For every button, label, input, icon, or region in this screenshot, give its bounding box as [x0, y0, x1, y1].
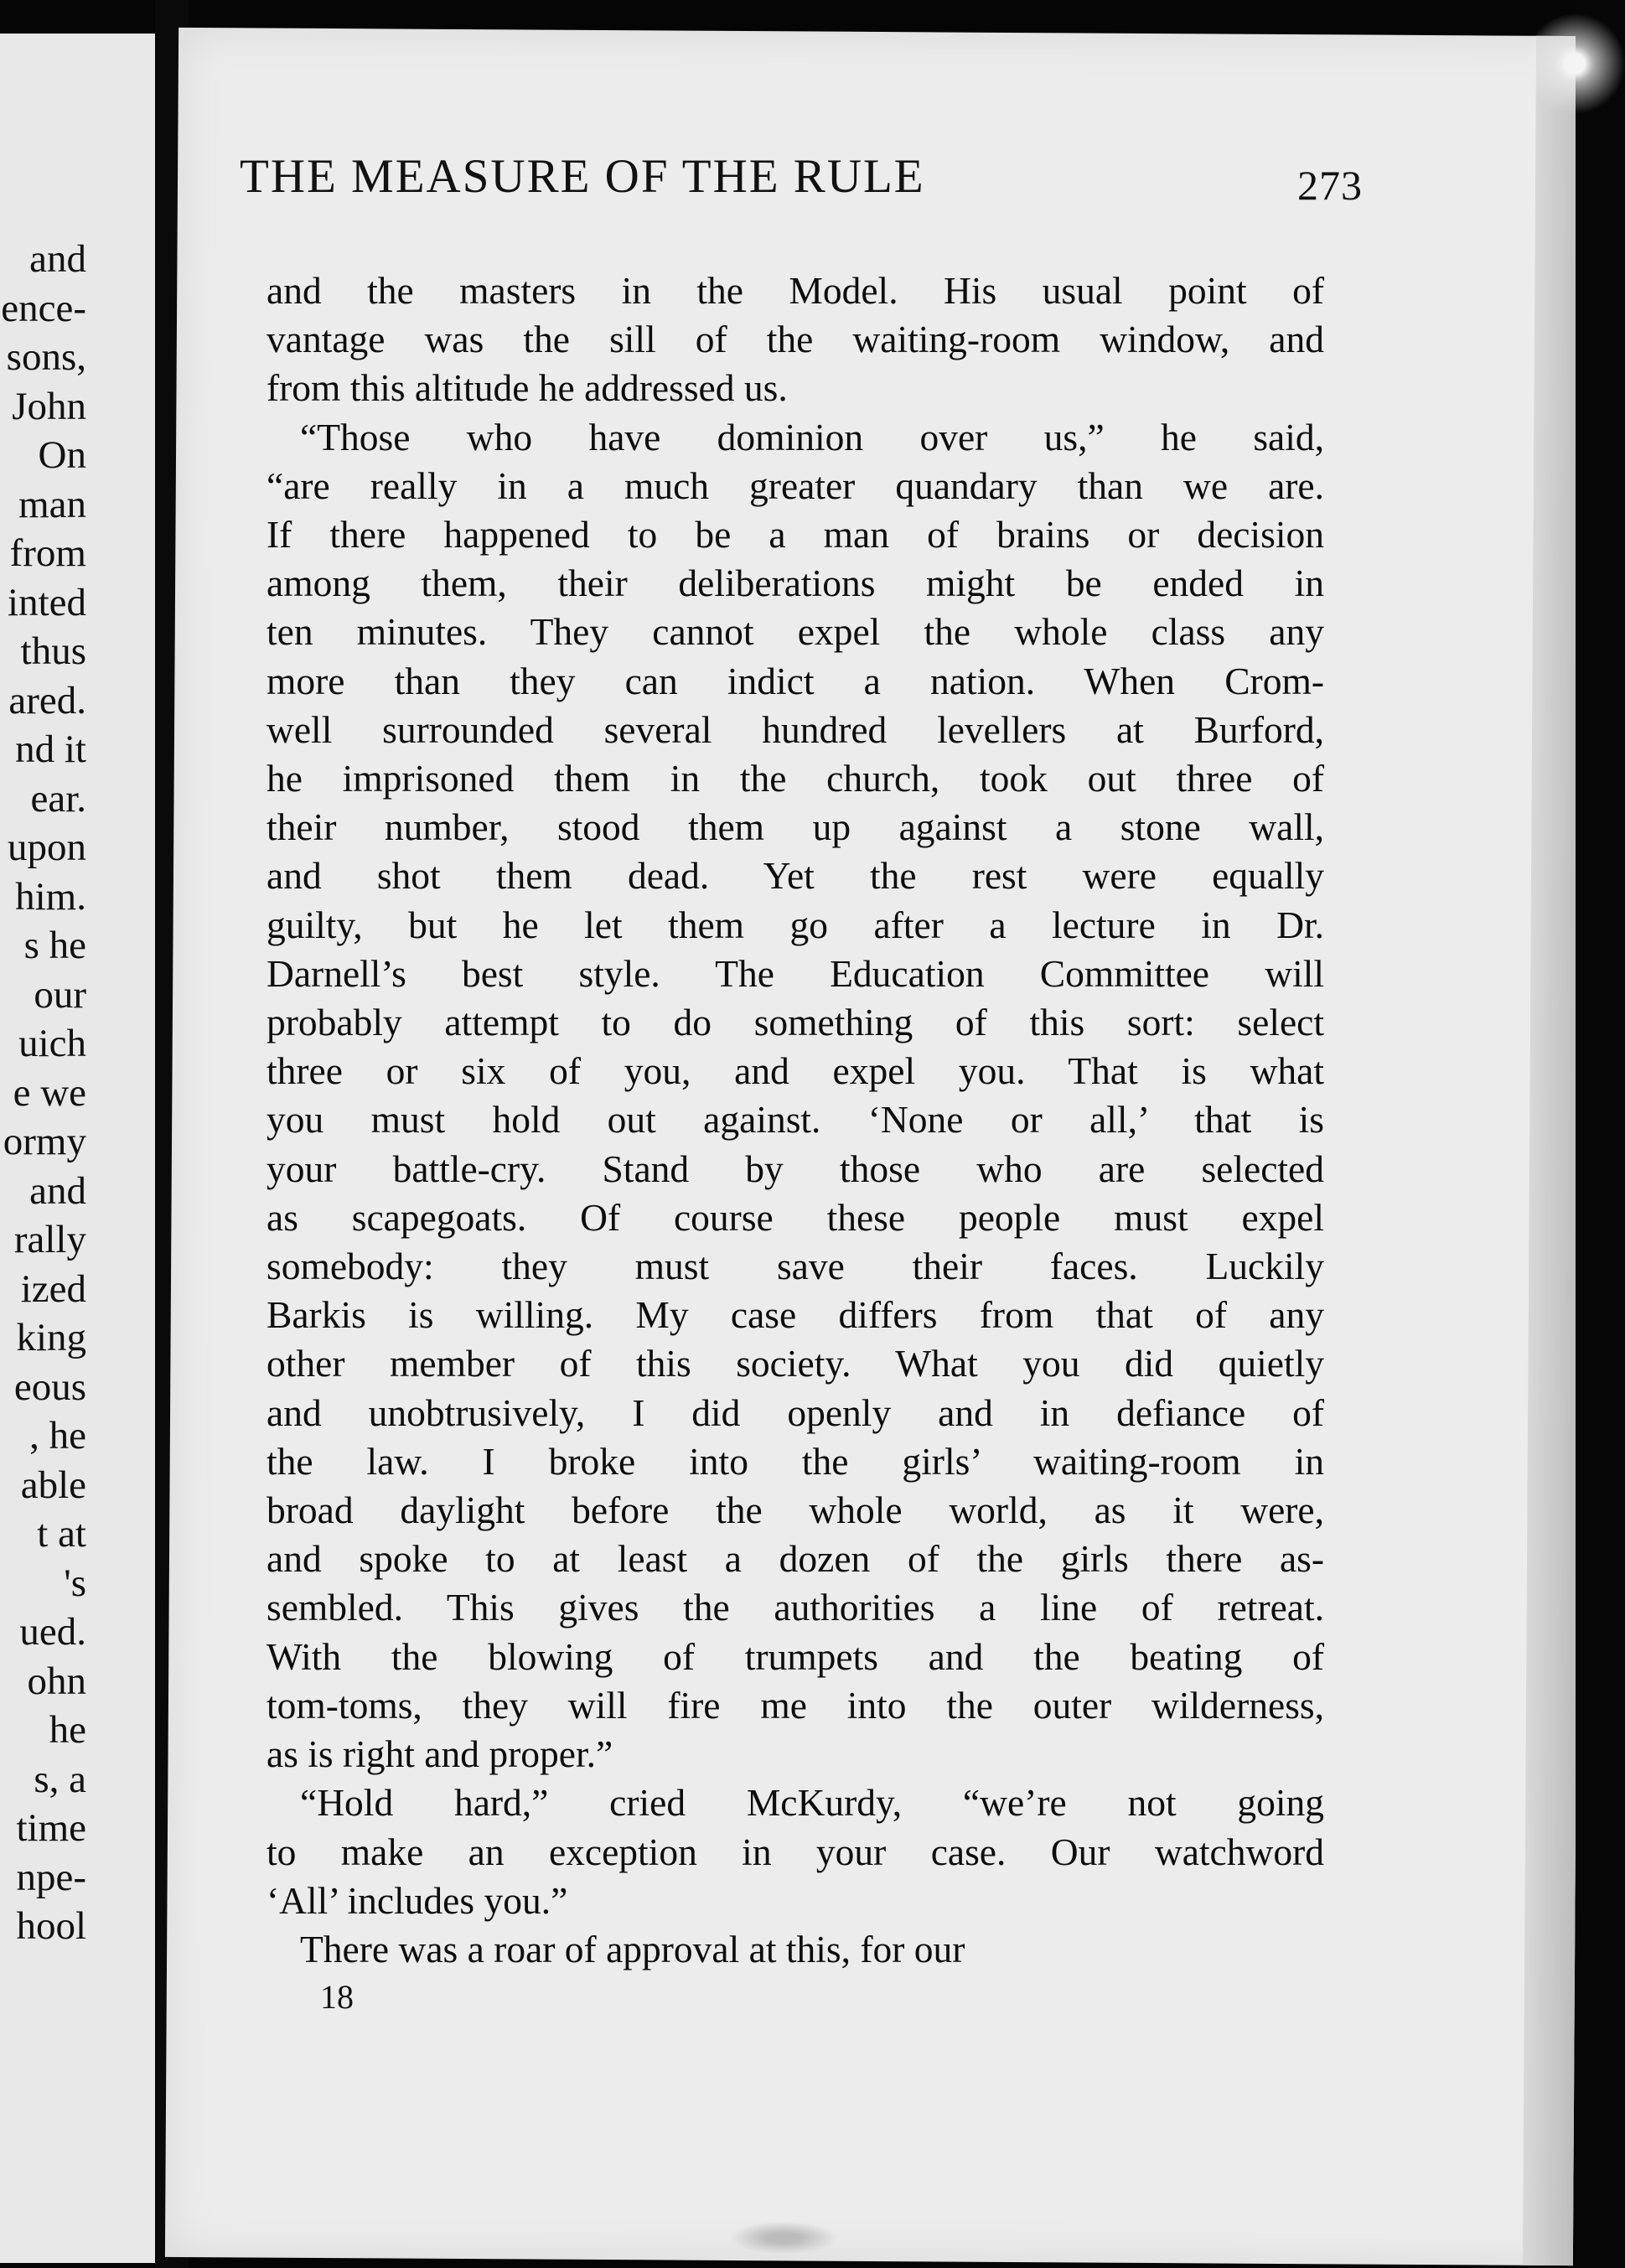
facing-page-line: hool [16, 1904, 86, 1948]
facing-page-line: our [34, 972, 86, 1017]
facing-page-line: rally [13, 1218, 86, 1261]
text-line: ‘All’ includes you.” [267, 1878, 568, 1922]
text-line: Barkis is willing. My case differs from that of any [267, 1293, 1324, 1337]
facing-page-line: On [38, 433, 86, 477]
text-line: the law. I broke into the girls’ waiting-room in [267, 1439, 1324, 1483]
text-line: sembled. This gives the authorities a line of retreat. [267, 1586, 1324, 1629]
facing-page-line: from [9, 531, 86, 575]
facing-page-line: e we [13, 1070, 86, 1115]
text-line: three or six of you, and expel you. That is what [267, 1049, 1324, 1093]
text-line: guilty, but he let them go after a lecture in Dr. [267, 903, 1324, 946]
facing-page-line: uich [18, 1022, 86, 1065]
facing-page-line: John [12, 384, 86, 428]
facing-page-line: thus [20, 629, 86, 673]
facing-page-line: sons, [6, 335, 86, 379]
text-line: as is right and proper.” [267, 1732, 613, 1776]
text-line: their number, stood them up against a stone wall, [267, 805, 1324, 849]
scan-speckle [1500, 0, 1625, 159]
facing-page-left [0, 34, 155, 2263]
text-line: “Those who have dominion over us,” he said, [300, 415, 1324, 458]
facing-page-line: , he [29, 1414, 86, 1458]
facing-page-line: t at [37, 1512, 86, 1556]
facing-page-line: s he [23, 924, 86, 967]
facing-page-line: upon [8, 826, 86, 869]
facing-page-line: time [16, 1806, 86, 1850]
text-line: There was a roar of approval at this, for our [300, 1927, 965, 1970]
page-number: 273 [1297, 162, 1363, 209]
text-line: to make an exception in your case. Our watchword [267, 1830, 1324, 1873]
text-line: other member of this society. What you did quietly [267, 1342, 1324, 1385]
text-line: he imprisoned them in the church, took out three of [267, 757, 1324, 800]
facing-page-line: ormy [3, 1120, 86, 1163]
text-line: and shot them dead. Yet the rest were equally [267, 854, 1324, 898]
text-line: probably attempt to do something of this sort: select [267, 1001, 1324, 1044]
text-line: broad daylight before the whole world, as it were, [267, 1489, 1324, 1532]
text-line: your battle-cry. Stand by those who are selected [267, 1147, 1324, 1190]
text-line: With the blowing of trumpets and the beating of [267, 1634, 1324, 1678]
facing-page-line: he [49, 1708, 86, 1752]
text-line: you must hold out against. ‘None or all,’ that is [267, 1098, 1324, 1142]
facing-page-line: eous [13, 1364, 86, 1409]
scan-border-right [1576, 0, 1625, 2268]
facing-page-line: ized [20, 1266, 86, 1311]
facing-page-line: ence- [1, 286, 86, 330]
text-line: among them, their deliberations might be ended in [267, 562, 1324, 605]
facing-page-line: able [20, 1463, 86, 1507]
text-line: and the masters in the Model. His usual point of [267, 269, 1324, 312]
facing-page-line: man [18, 482, 86, 526]
body-text [267, 267, 1324, 1974]
text-line: and spoke to at least a dozen of the girls there as- [267, 1537, 1324, 1581]
text-line: well surrounded several hundred levellers at Burford, [267, 707, 1324, 751]
facing-page-line: king [16, 1316, 86, 1359]
signature-mark: 18 [320, 1978, 354, 2016]
text-line: vantage was the sill of the waiting-room window, and [267, 318, 1324, 361]
facing-page-line: s, a [34, 1757, 86, 1801]
facing-page-line: and [29, 1168, 86, 1213]
text-line: ten minutes. They cannot expel the whole class any [267, 610, 1324, 654]
facing-page-line: npe- [16, 1855, 86, 1899]
facing-page-line: ared. [8, 678, 86, 722]
scan-smudge [729, 2221, 838, 2255]
text-line: “are really in a much greater quandary than we are. [267, 463, 1324, 507]
facing-page-line: inted [8, 580, 86, 624]
text-line: If there happened to be a man of brains or decision [267, 513, 1324, 557]
facing-page-line: him. [15, 874, 86, 919]
facing-page-line: ued. [19, 1610, 86, 1654]
facing-page-text [0, 235, 155, 1951]
text-line: “Hold hard,” cried McKurdy, “we’re not going [300, 1781, 1324, 1825]
facing-page-line: and [29, 237, 86, 281]
text-line: as scapegoats. Of course these people must expel [267, 1195, 1324, 1239]
facing-page-line: 's [64, 1561, 86, 1605]
text-line: somebody: they must save their faces. Luckily [267, 1245, 1324, 1288]
facing-page-line: ohn [27, 1659, 86, 1703]
facing-page-line: nd it [15, 728, 86, 771]
running-head: THE MEASURE OF THE RULE [240, 150, 925, 203]
text-line: tom-toms, they will fire me into the outer wilderness, [267, 1683, 1324, 1727]
facing-page-line: ear. [30, 776, 86, 821]
text-line: more than they can indict a nation. When Crom- [267, 659, 1324, 702]
text-line: Darnell’s best style. The Education Committee will [267, 951, 1324, 995]
text-line: from this altitude he addressed us. [267, 366, 788, 410]
text-line: and unobtrusively, I did openly and in defiance of [267, 1390, 1324, 1434]
